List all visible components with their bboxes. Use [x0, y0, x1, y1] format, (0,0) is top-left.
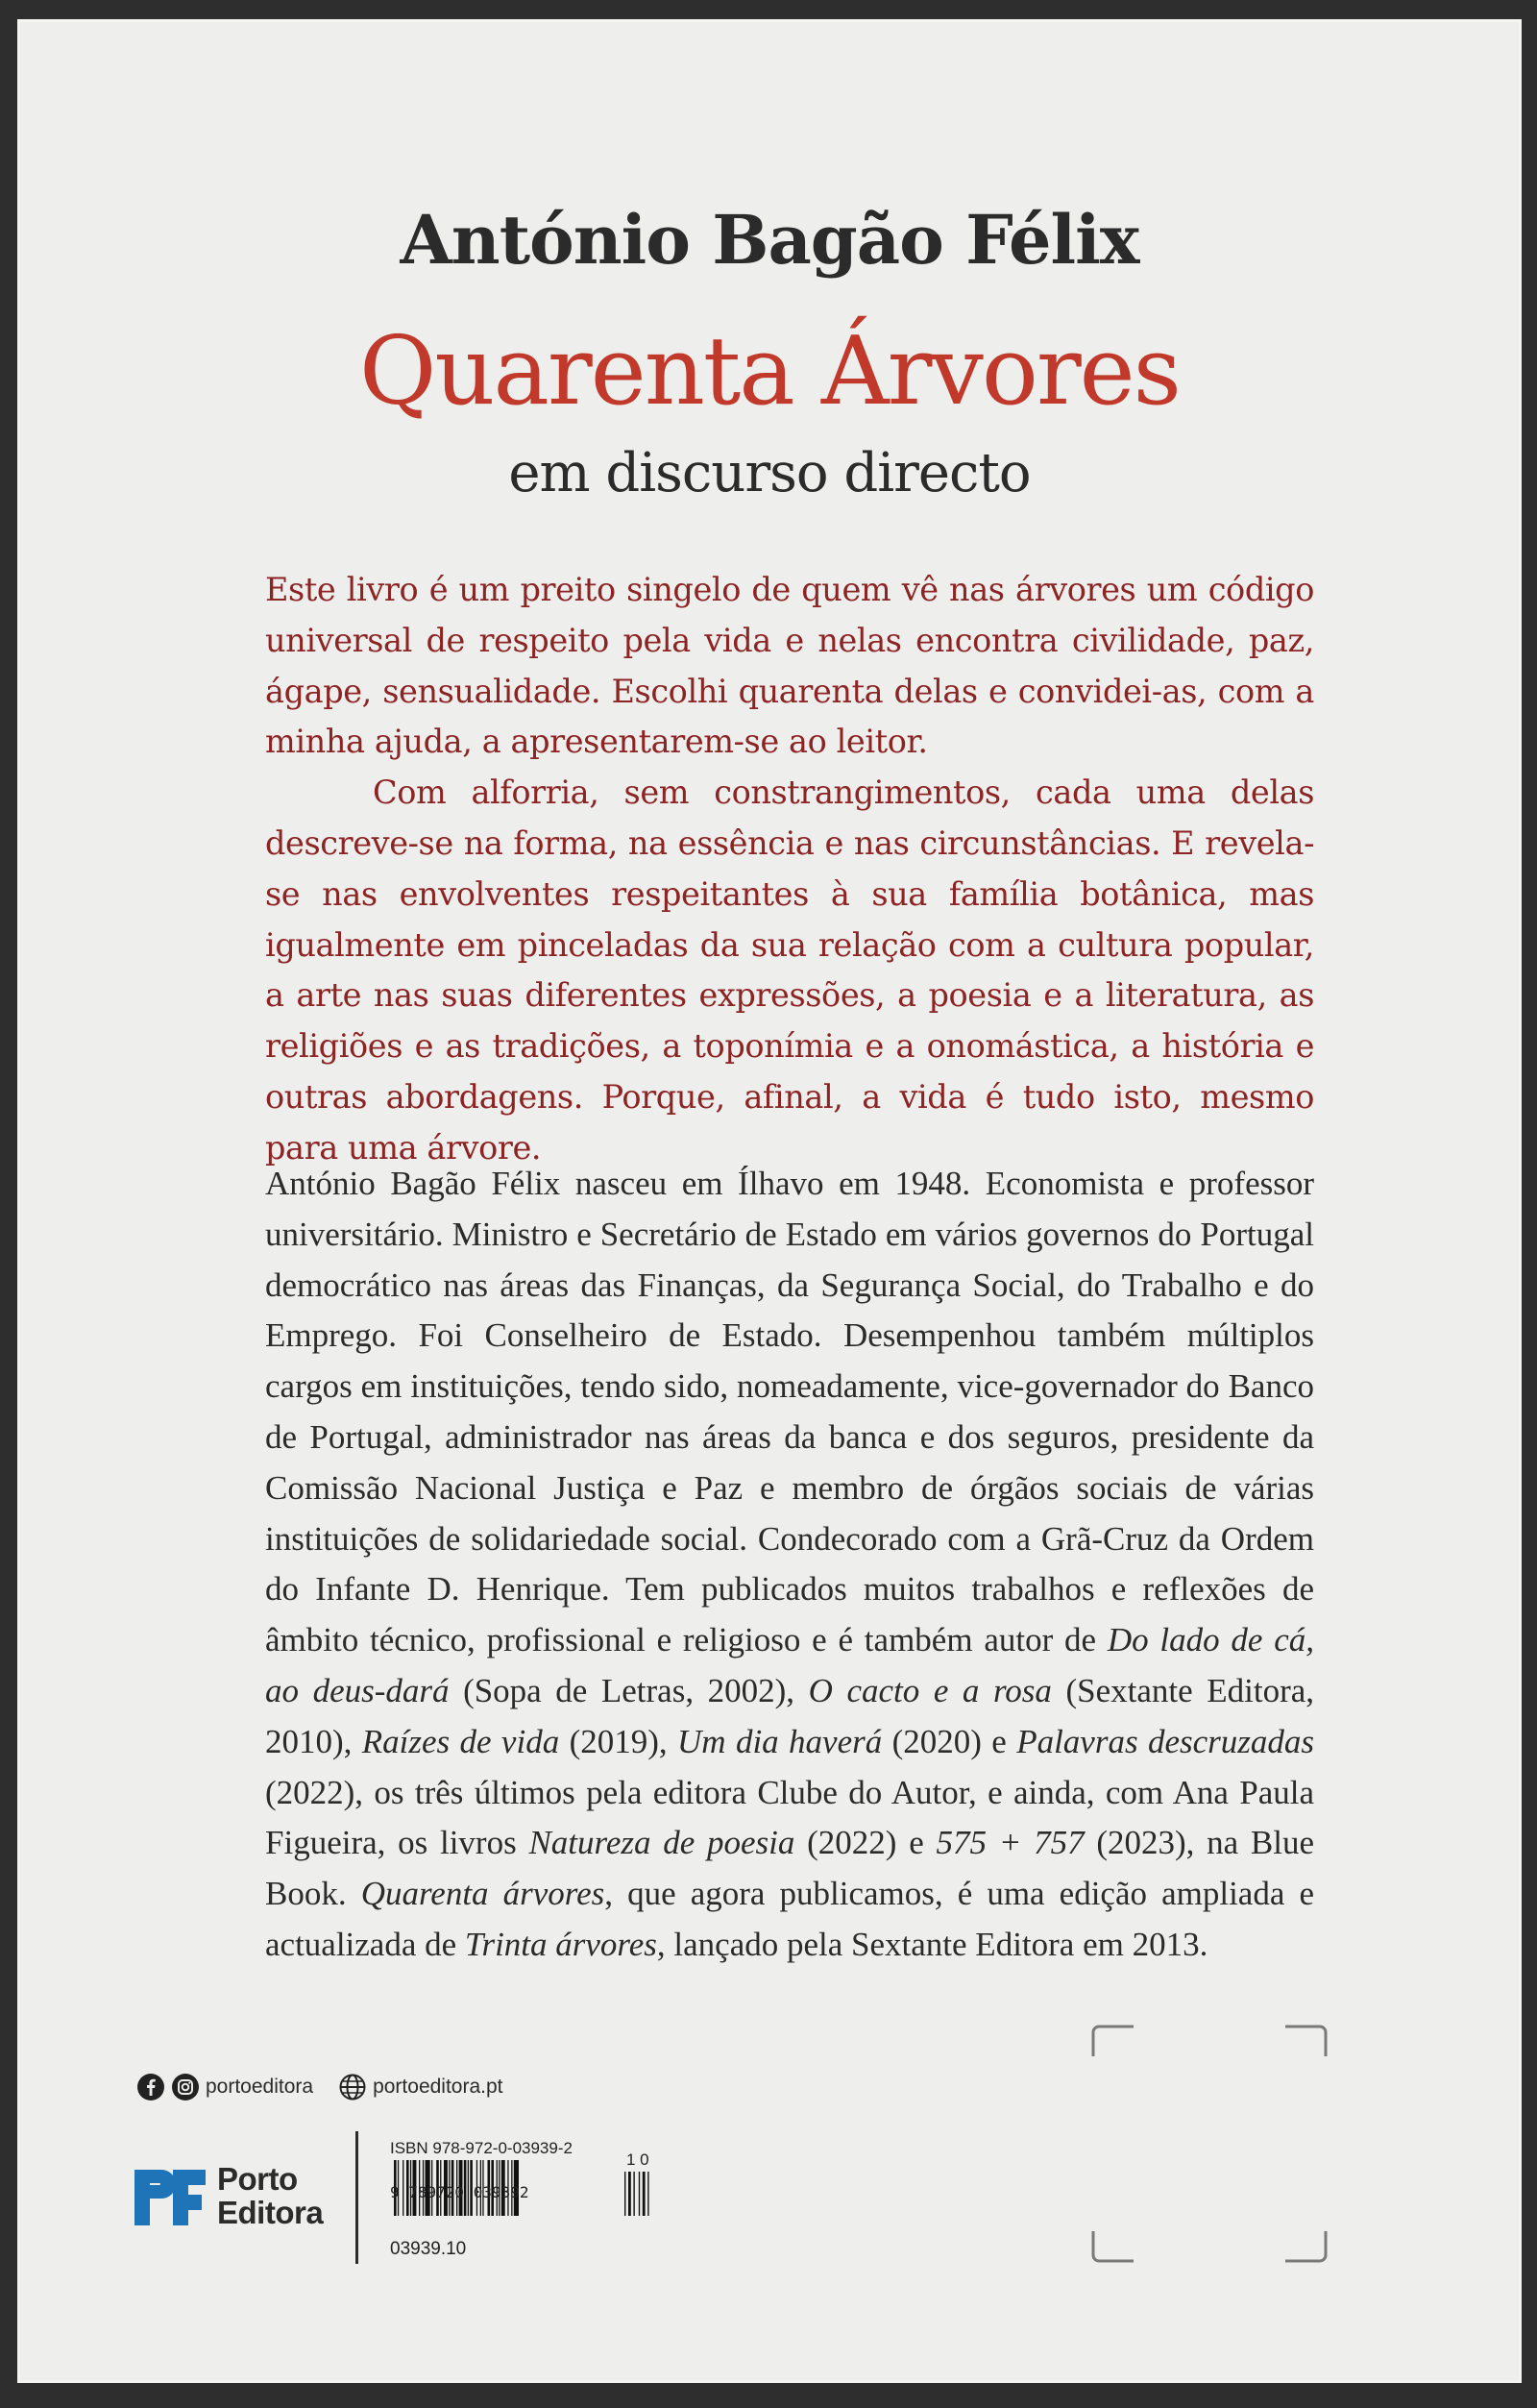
publisher-name: Porto Editora — [217, 2161, 324, 2230]
bio-paragraph: António Bagão Félix nasceu em Ílhavo em 1948. Economista e professor universitário. Ministro e Secretário de Estado em vários governos do Portugal democrático nas áreas das Finanças, da Segurança Social, do Trabalho e do Emprego. Foi Conselheiro de Estado. Desempenhou também múltiplos cargos em instituições, tendo sido, nomeadamente, vice-governador do Banco de Portugal, administrador nas áreas da banca e dos seguros, presidente da Comissão Nacional Justiça e Paz e membro de órgãos sociais de várias instituições de solidariedade social. Condecorado com a Grã-Cruz da Ordem do Infante D. Henrique. Tem publicados muitos trabalhos e reflexões de âmbito técnico, profissional e religioso e é também autor de Do lado de cá, ao deus-dará (Sopa de Letras, 2002), O cacto e a rosa (Sextante Editora, 2010), Raízes de vida (2019), Um dia haverá (2020) e Palavras descruzadas (2022), os três últimos pela editora Clube do Autor, e ainda, com Ana Paula Figueira, os livros Natureza de poesia (2022) e 575 + 757 (2023), na Blue Book. Quarenta árvores, que agora publicamos, é uma edição ampliada e actualizada de Trinta árvores, lançado pela Sextante Editora em 2013. — [265, 1165, 1315, 1963]
globe-icon — [338, 2073, 367, 2101]
price-sticker-frame — [1084, 2018, 1335, 2270]
book-ref: Do lado de cá, ao deus-dará — [265, 1621, 1314, 1709]
isbn-label: ISBN 978-972-0-03939-2 — [390, 2139, 573, 2157]
book-ref: 575 + 757 — [936, 1824, 1085, 1862]
divider — [355, 2131, 358, 2264]
social-handle: portoeditora — [206, 2076, 314, 2098]
instagram-icon — [171, 2073, 200, 2101]
blurb-paragraph-2: Com alforria, sem constrangimentos, cada uma delas descreve-se na forma, na essência e nas circunstâncias. E revela-se nas envolventes respeitantes à sua família botânica, mas igualmente em pinceladas da sua relação com a cultura popular, a arte nas suas diferentes expressões, a poesia e a literatura, as religiões e as tradições, a toponímia e a onomástica, a história e outras abordagens. Porque, afinal, a vida é tudo isto, mesmo para uma árvore. — [265, 774, 1314, 1167]
porto-editora-logo-icon — [133, 2166, 207, 2229]
blurb-paragraph-1: Este livro é um preito singelo de quem vê nas árvores um código universal de respeito pela vida e nelas encontra civilidade, paz, ágape, sensualidade. Escolhi quarenta delas e convidei-as, com a minha ajuda, a apresentarem-se ao leitor. — [265, 571, 1314, 761]
reference-code: 03939.10 — [390, 2239, 467, 2259]
book-ref: Quarenta árvores — [360, 1875, 605, 1913]
facebook-icon — [136, 2073, 165, 2101]
barcode-digits: 9 789720 039392 — [390, 2183, 529, 2201]
social-links — [136, 2068, 503, 2106]
book-title: Quarenta Árvores — [359, 317, 1180, 427]
author-name: António Bagão Félix — [400, 200, 1139, 280]
author-bio — [265, 1159, 1314, 1971]
barcode-addon-bar — [643, 2172, 646, 2216]
barcode-addon-bar — [628, 2172, 631, 2216]
price-code: 1 0 — [626, 2150, 649, 2169]
book-ref: O cacto e a rosa — [808, 1671, 1052, 1709]
book-ref: Um dia haverá — [677, 1722, 883, 1760]
barcode-addon-bar — [624, 2172, 625, 2216]
website-url: portoeditora.pt — [373, 2076, 503, 2098]
barcode-addon-bar — [639, 2172, 640, 2216]
book-ref: Raízes de vida — [361, 1722, 560, 1760]
barcode-addon-bar — [647, 2172, 648, 2216]
book-ref: Trinta árvores — [464, 1925, 657, 1963]
book-ref: Palavras descruzadas — [1016, 1722, 1315, 1760]
publisher-logo — [133, 2162, 349, 2231]
book-subtitle: em discurso directo — [508, 442, 1031, 504]
barcode-addon-bar — [633, 2172, 634, 2216]
book-ref: Natureza de poesia — [528, 1824, 795, 1862]
blurb — [265, 565, 1314, 1174]
